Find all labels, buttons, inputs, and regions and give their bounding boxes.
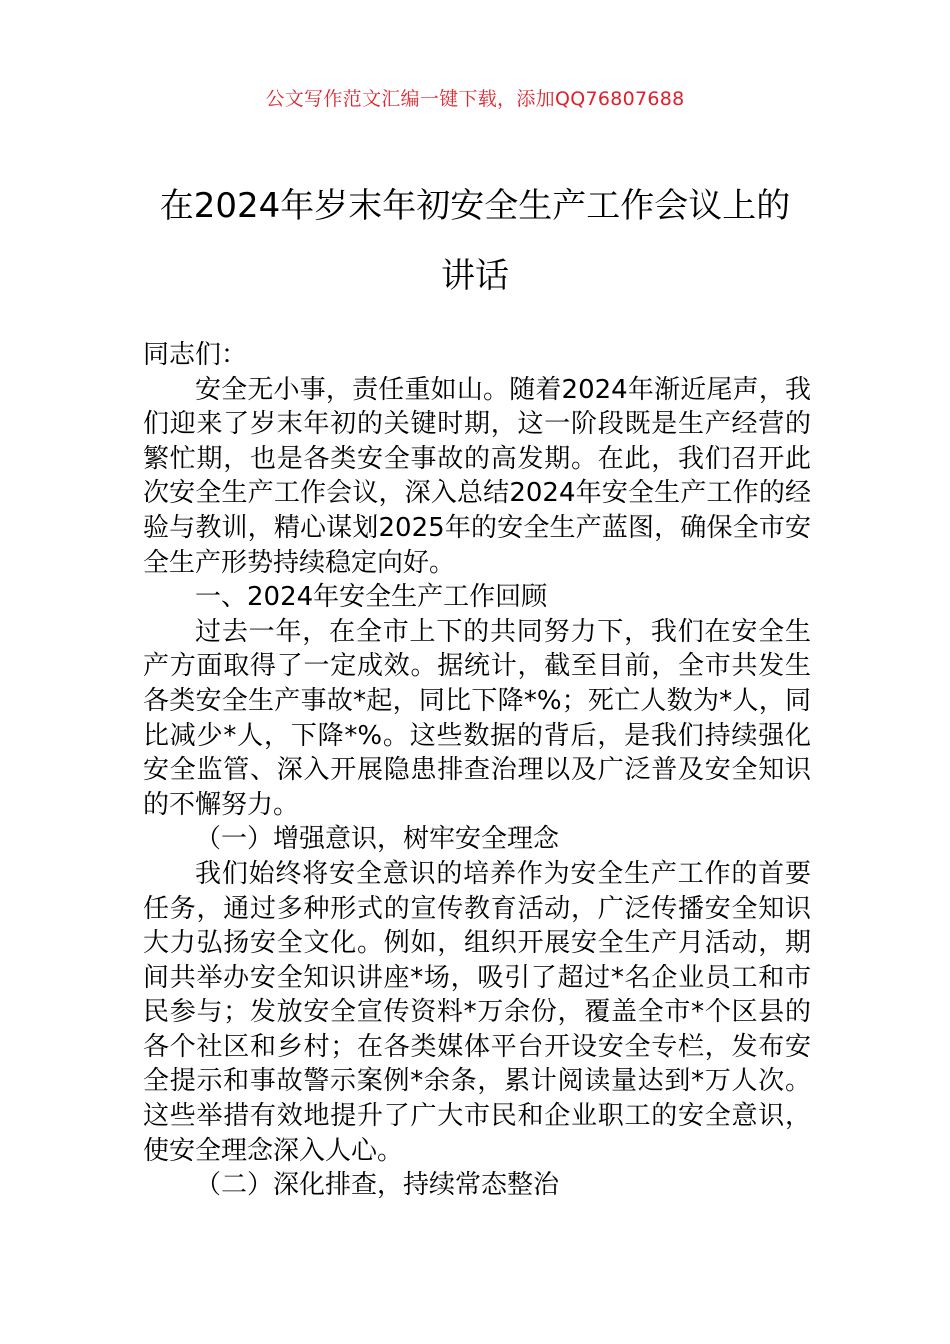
document-body xyxy=(143,338,811,1203)
document-title-line-1: 在2024年岁末年初安全生产工作会议上的 xyxy=(159,186,791,226)
review-paragraph: 过去一年，在全市上下的共同努力下，我们在安全生产方面取得了一定成效。据统计，截至目前，全市共发生各类安全生产事故*起，同比下降*%；死亡人数为*人，同比减少*人，下降*%。这些数据的背后，是我们持续强化安全监管、深入开展隐患排查治理以及广泛普及安全知识的不懈努力。 xyxy=(143,616,811,820)
subsection-heading-1: （一）增强意识，树牢安全理念 xyxy=(195,824,560,855)
document-title-line-2: 讲话 xyxy=(441,256,509,296)
subsection-heading-2: （二）深化排查，持续常态整治 xyxy=(195,1170,560,1201)
awareness-paragraph: 我们始终将安全意识的培养作为安全生产工作的首要任务，通过多种形式的宣传教育活动，广泛传播安全知识大力弘扬安全文化。例如，组织开展安全生产月活动，期间共举办安全知识讲座*场，吸引了超过*名企业员工和市民参与；发放安全宣传资料*万余份，覆盖全市*个区县的各个社区和乡村；在各类媒体平台开设安全专栏，发布安全提示和事故警示案例*余条，累计阅读量达到*万人次。这些举措有效地提升了广大市民和企业职工的安全意识，使安全理念深入人心。 xyxy=(143,858,811,1166)
intro-paragraph: 安全无小事，责任重如山。随着2024年渐近尾声，我们迎来了岁末年初的关键时期，这一阶段既是生产经营的繁忙期，也是各类安全事故的高发期。在此，我们召开此次安全生产工作会议，深入总结2024年安全生产工作的经验与教训，精心谋划2025年的安全生产蓝图，确保全市安全生产形势持续稳定向好。 xyxy=(143,374,811,578)
section-heading-1: 一、2024年安全生产工作回顾 xyxy=(195,582,548,613)
download-banner: 公文写作范文汇编一键下载，添加QQ76807688 xyxy=(265,88,685,110)
salutation: 同志们： xyxy=(143,340,248,370)
